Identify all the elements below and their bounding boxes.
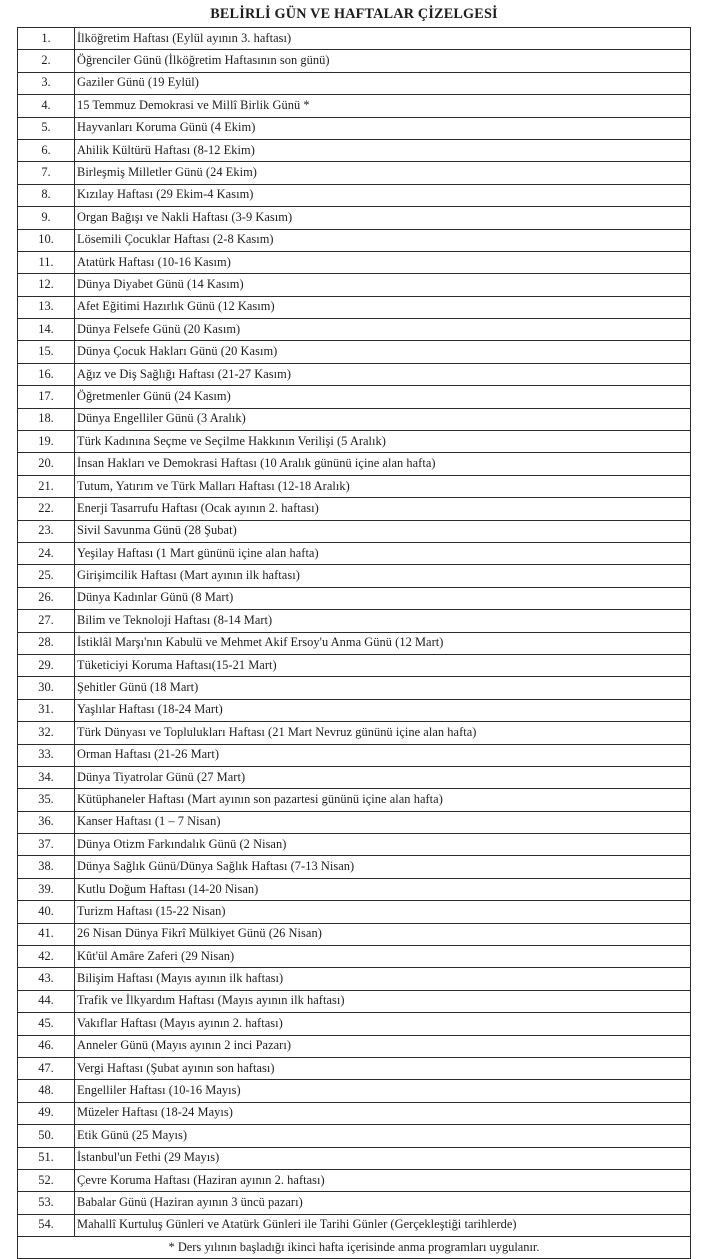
row-number: 28. [18,632,75,654]
footnote-text: * Ders yılının başladığı ikinci hafta içerisinde anma programları uygulanır. [18,1237,691,1259]
row-number: 41. [18,923,75,945]
row-label: İstanbul'un Fethi (29 Mayıs) [75,1147,691,1169]
row-number: 8. [18,184,75,206]
row-label: Öğretmenler Günü (24 Kasım) [75,386,691,408]
row-label: Tüketiciyi Koruma Haftası(15-21 Mart) [75,654,691,676]
row-number: 26. [18,587,75,609]
row-number: 33. [18,744,75,766]
table-row [18,923,691,945]
table-row [18,565,691,587]
table-row [18,139,691,161]
row-number: 42. [18,946,75,968]
table-row [18,1035,691,1057]
row-number: 32. [18,722,75,744]
table-row [18,50,691,72]
row-number: 13. [18,296,75,318]
table-row [18,610,691,632]
row-label: Orman Haftası (21-26 Mart) [75,744,691,766]
table-row [18,1013,691,1035]
row-number: 22. [18,498,75,520]
row-label: İlköğretim Haftası (Eylül ayının 3. haftası) [75,28,691,50]
table-row [18,28,691,50]
row-label: Sivil Savunma Günü (28 Şubat) [75,520,691,542]
row-number: 39. [18,878,75,900]
row-number: 44. [18,990,75,1012]
table-row [18,968,691,990]
table-body [18,28,691,1259]
row-label: Şehitler Günü (18 Mart) [75,677,691,699]
row-number: 45. [18,1013,75,1035]
row-number: 30. [18,677,75,699]
row-number: 9. [18,207,75,229]
table-row [18,251,691,273]
row-label: Tutum, Yatırım ve Türk Malları Haftası (12-18 Aralık) [75,475,691,497]
row-number: 16. [18,363,75,385]
row-number: 54. [18,1214,75,1236]
row-number: 25. [18,565,75,587]
row-number: 4. [18,95,75,117]
row-label: Dünya Felsefe Günü (20 Kasım) [75,319,691,341]
row-number: 10. [18,229,75,251]
row-number: 35. [18,789,75,811]
table-row [18,520,691,542]
row-number: 46. [18,1035,75,1057]
table-row [18,341,691,363]
row-label: Afet Eğitimi Hazırlık Günü (12 Kasım) [75,296,691,318]
table-row [18,722,691,744]
row-number: 37. [18,834,75,856]
row-number: 21. [18,475,75,497]
table-row [18,319,691,341]
row-label: Lösemili Çocuklar Haftası (2-8 Kasım) [75,229,691,251]
table-row [18,72,691,94]
table-row [18,901,691,923]
row-number: 2. [18,50,75,72]
row-label: Çevre Koruma Haftası (Haziran ayının 2. haftası) [75,1169,691,1191]
row-label: Vakıflar Haftası (Mayıs ayının 2. haftası) [75,1013,691,1035]
table-row [18,1214,691,1236]
row-label: 26 Nisan Dünya Fikrî Mülkiyet Günü (26 Nisan) [75,923,691,945]
table-row [18,1147,691,1169]
table-row [18,475,691,497]
table-row [18,117,691,139]
row-label: Türk Dünyası ve Toplulukları Haftası (21 Mart Nevruz gününü içine alan hafta) [75,722,691,744]
row-label: Ağız ve Diş Sağlığı Haftası (21-27 Kasım) [75,363,691,385]
row-label: Yaşlılar Haftası (18-24 Mart) [75,699,691,721]
row-number: 47. [18,1057,75,1079]
table-row [18,453,691,475]
table-row [18,408,691,430]
table-row [18,1192,691,1214]
row-number: 36. [18,811,75,833]
row-number: 38. [18,856,75,878]
row-label: Hayvanları Koruma Günü (4 Ekim) [75,117,691,139]
row-number: 48. [18,1080,75,1102]
row-label: Enerji Tasarrufu Haftası (Ocak ayının 2. haftası) [75,498,691,520]
row-label: Trafik ve İlkyardım Haftası (Mayıs ayının ilk haftası) [75,990,691,1012]
row-number: 52. [18,1169,75,1191]
row-label: Gaziler Günü (19 Eylül) [75,72,691,94]
row-number: 5. [18,117,75,139]
table-row [18,542,691,564]
row-number: 31. [18,699,75,721]
table-row [18,184,691,206]
row-number: 29. [18,654,75,676]
row-label: Dünya Sağlık Günü/Dünya Sağlık Haftası (7-13 Nisan) [75,856,691,878]
row-label: Müzeler Haftası (18-24 Mayıs) [75,1102,691,1124]
row-label: Dünya Engelliler Günü (3 Aralık) [75,408,691,430]
row-label: Yeşilay Haftası (1 Mart gününü içine alan hafta) [75,542,691,564]
footnote-row [18,1237,691,1259]
row-label: Organ Bağışı ve Nakli Haftası (3-9 Kasım) [75,207,691,229]
table-row [18,1057,691,1079]
row-label: Türk Kadınına Seçme ve Seçilme Hakkının Verilişi (5 Aralık) [75,431,691,453]
row-number: 11. [18,251,75,273]
table-row [18,498,691,520]
row-number: 12. [18,274,75,296]
table-row [18,207,691,229]
table-row [18,1080,691,1102]
table-row [18,95,691,117]
row-number: 27. [18,610,75,632]
row-label: 15 Temmuz Demokrasi ve Millî Birlik Günü * [75,95,691,117]
row-label: İnsan Hakları ve Demokrasi Haftası (10 Aralık gününü içine alan hafta) [75,453,691,475]
row-label: Atatürk Haftası (10-16 Kasım) [75,251,691,273]
row-number: 24. [18,542,75,564]
row-label: Dünya Çocuk Hakları Günü (20 Kasım) [75,341,691,363]
table-row [18,363,691,385]
row-number: 3. [18,72,75,94]
table-row [18,946,691,968]
table-row [18,274,691,296]
table-row [18,587,691,609]
row-label: Öğrenciler Günü (İlköğretim Haftasının son günü) [75,50,691,72]
row-number: 51. [18,1147,75,1169]
row-number: 15. [18,341,75,363]
row-label: Kanser Haftası (1 – 7 Nisan) [75,811,691,833]
special-days-table [17,27,691,1259]
table-row [18,766,691,788]
row-number: 23. [18,520,75,542]
table-row [18,677,691,699]
row-number: 7. [18,162,75,184]
row-number: 40. [18,901,75,923]
row-number: 20. [18,453,75,475]
row-label: Kütüphaneler Haftası (Mart ayının son pazartesi gününü içine alan hafta) [75,789,691,811]
row-number: 17. [18,386,75,408]
table-row [18,1102,691,1124]
row-label: İstiklâl Marşı'nın Kabulü ve Mehmet Akif Ersoy'u Anma Günü (12 Mart) [75,632,691,654]
table-row [18,856,691,878]
row-label: Engelliler Haftası (10-16 Mayıs) [75,1080,691,1102]
row-label: Kızılay Haftası (29 Ekim-4 Kasım) [75,184,691,206]
row-label: Bilim ve Teknoloji Haftası (8-14 Mart) [75,610,691,632]
row-number: 19. [18,431,75,453]
row-label: Dünya Kadınlar Günü (8 Mart) [75,587,691,609]
row-label: Anneler Günü (Mayıs ayının 2 inci Pazarı) [75,1035,691,1057]
row-label: Kût'ül Amâre Zaferi (29 Nisan) [75,946,691,968]
row-label: Vergi Haftası (Şubat ayının son haftası) [75,1057,691,1079]
row-number: 49. [18,1102,75,1124]
row-number: 18. [18,408,75,430]
row-label: Mahallî Kurtuluş Günleri ve Atatürk Günleri ile Tarihi Günler (Gerçekleştiği tarihlerde) [75,1214,691,1236]
table-row [18,632,691,654]
row-number: 34. [18,766,75,788]
table-row [18,878,691,900]
row-number: 14. [18,319,75,341]
table-row [18,699,691,721]
row-number: 53. [18,1192,75,1214]
row-label: Birleşmiş Milletler Günü (24 Ekim) [75,162,691,184]
page-title: BELİRLİ GÜN VE HAFTALAR ÇİZELGESİ [210,6,498,22]
row-label: Etik Günü (25 Mayıs) [75,1125,691,1147]
table-row [18,811,691,833]
table-row [18,1169,691,1191]
table-row [18,229,691,251]
table-row [18,386,691,408]
table-row [18,296,691,318]
table-row [18,744,691,766]
row-label: Dünya Otizm Farkındalık Günü (2 Nisan) [75,834,691,856]
row-label: Babalar Günü (Haziran ayının 3 üncü pazarı) [75,1192,691,1214]
row-number: 1. [18,28,75,50]
row-label: Bilişim Haftası (Mayıs ayının ilk haftası) [75,968,691,990]
row-number: 50. [18,1125,75,1147]
row-label: Turizm Haftası (15-22 Nisan) [75,901,691,923]
table-row [18,834,691,856]
row-label: Girişimcilik Haftası (Mart ayının ilk haftası) [75,565,691,587]
table-row [18,162,691,184]
table-row [18,1125,691,1147]
row-label: Dünya Diyabet Günü (14 Kasım) [75,274,691,296]
table-row [18,654,691,676]
table-row [18,789,691,811]
row-number: 43. [18,968,75,990]
row-label: Dünya Tiyatrolar Günü (27 Mart) [75,766,691,788]
table-row [18,431,691,453]
row-number: 6. [18,139,75,161]
table-row [18,990,691,1012]
row-label: Kutlu Doğum Haftası (14-20 Nisan) [75,878,691,900]
row-label: Ahilik Kültürü Haftası (8-12 Ekim) [75,139,691,161]
